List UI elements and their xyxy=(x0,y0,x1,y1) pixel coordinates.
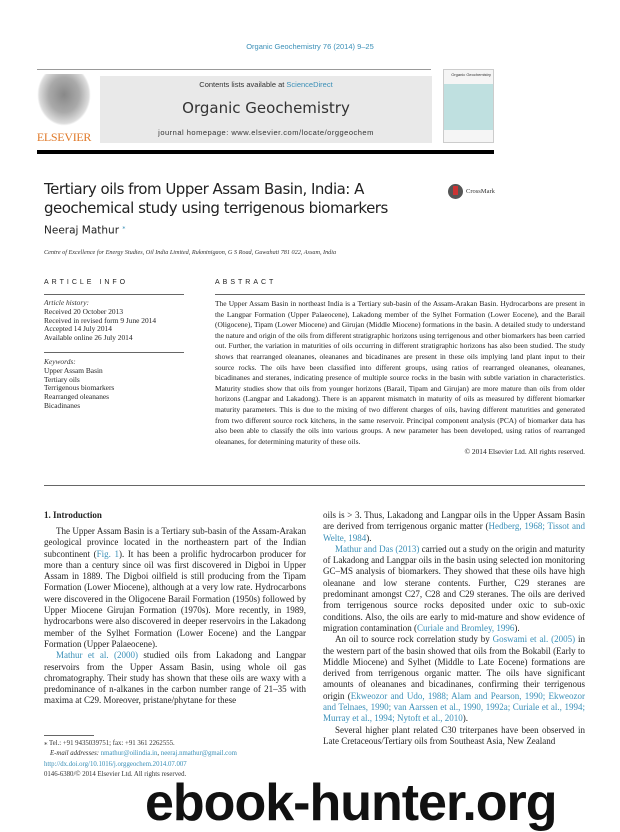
issn-copyright: 0146-6380/© 2014 Elsevier Ltd. All rights reserved. xyxy=(44,770,187,778)
header-rule xyxy=(37,150,494,154)
tree-icon xyxy=(37,74,91,126)
keyword: Tertiary oils xyxy=(44,374,80,384)
watermark: ebook-hunter.org xyxy=(145,774,557,832)
footnote-tel: ⁎ Tel.: +91 9435039751; fax: +91 361 2262555. xyxy=(44,740,175,747)
history-item: Received in revised form 9 June 2014 xyxy=(44,315,157,325)
keyword: Upper Assam Basin xyxy=(44,365,103,375)
elsevier-logo xyxy=(35,74,93,144)
paragraph: Mathur et al. (2000) studied oils from Lakadong and Langpar reservoirs from the Upper Assam Basin, using whole oil gas chromatography. Their study has shown that these oils are waxy with a predominance of n-alkanes in the carbon number range of 21–35 with maxima at C29. Moreover, pristane/phytane for these xyxy=(44,650,306,706)
journal-masthead xyxy=(100,76,432,143)
body-column-right xyxy=(323,510,585,747)
crossmark-icon xyxy=(448,184,463,199)
keywords-label: Keywords: xyxy=(44,356,76,366)
citation-link[interactable]: Goswami et al. (2005) xyxy=(492,634,576,645)
doi-link[interactable]: http://dx.doi.org/10.1016/j.orggeochem.2014.07.007 xyxy=(44,761,187,768)
journal-title: Organic Geochemistry xyxy=(182,99,350,117)
contents-text: Contents lists available at xyxy=(199,80,287,89)
keyword: Bicadinanes xyxy=(44,400,81,410)
footnote-rule xyxy=(44,735,94,736)
journal-homepage[interactable]: journal homepage: www.elsevier.com/locate/orggeochem xyxy=(158,128,374,137)
history-item: Available online 26 July 2014 xyxy=(44,333,133,343)
citation-link[interactable]: Mathur et al. (2000) xyxy=(56,650,138,661)
email-link[interactable]: neeraj.nmathur@gmail.com xyxy=(160,750,237,757)
sciencedirect-link[interactable]: ScienceDirect xyxy=(286,80,333,89)
citation-link[interactable]: Hedberg, 1968; Tissot and Welte, 1984 xyxy=(323,521,586,543)
running-header[interactable]: Organic Geochemistry 76 (2014) 9–25 xyxy=(246,42,374,51)
email-label: E-mail addresses: xyxy=(50,750,101,757)
keyword: Rearranged oleananes xyxy=(44,392,110,402)
history-label: Article history: xyxy=(44,298,89,307)
article-info-heading: ARTICLE INFO xyxy=(44,279,129,286)
journal-cover xyxy=(443,69,494,143)
abstract-text: The Upper Assam Basin in northeast India is a Tertiary sub-basin of the Assam-Arakan Basin. Hydrocarbons are present in the Langpar Formation (Upper Palaeocene), Lakadong member of the Sylhet Formation (Lower Eocene), and the Barail (Oligocene), Tipam (Lower Miocene) and Girujan (Middle Miocene) formations in the basin. A detailed study to understand the nature and origin of the oils from different stratigraphic horizons using terrigenous and other biomarkers has been carried out. Further, the variation in maturities of oils occurring in different stratigraphic horizons has also been studied. The study shows that rearranged oleananes, oleananes and bicadinanes are present in these oils implying land plant input to their source rocks. The oils have been classified into different groups, using ratios of rearranged oleananes, oleananes, bicadinanes and steranes, indicating presence of multiple source rocks in the basin with subtle variation in characteristics. Maturity studies show that oils from younger horizons (Barail, Tipam and Girujan) are more mature than oils from older horizons (Langpar and Lakadong). There is an apparent mismatch in maturity of oils as measured by different biomarker maturity parameters. This is due to the mixing of two different charges of oils, having different maturities and generated from two different source rock kitchens, in the same reservoir. Principal component analysis (PCA) of biomarker data has also been able to classify the oils into various groups. A new parameter has been developed, using ratios of rearranged oleananes, for determining maturity of these oils. xyxy=(215,299,585,446)
crossmark-button[interactable] xyxy=(448,184,495,199)
figure-link[interactable]: Fig. 1 xyxy=(96,548,119,559)
body-column-left xyxy=(44,526,306,707)
cover-title: Organic Geochemistry xyxy=(444,70,493,84)
corresponding-author-mark[interactable]: ⁎ xyxy=(122,224,126,231)
email-link[interactable]: nmathur@oilindia.in xyxy=(100,750,158,757)
paragraph: Mathur and Das (2013) carried out a study on the origin and maturity of Lakadong and Langpar oils in the basin using selected ion monitoring GC–MS analysis of biomarkers. They showed that these oils have high oleanane and low sterane contents. Further, C29 steranes are predominant amongst C27, C28 and C29 steranes. The oils are derived from terrigenous source rocks deposited under oxic to sub-oxic conditions. Also, the oils are early to mid-mature and show evidence of migration contamination (Curiale and Bromley, 1996). xyxy=(323,543,585,633)
publisher-logo-text: ELSEVIER xyxy=(36,130,92,144)
history-item: Received 20 October 2013 xyxy=(44,306,124,316)
divider xyxy=(215,294,585,295)
section-heading: 1. Introduction xyxy=(44,510,102,520)
divider xyxy=(44,294,184,295)
paragraph: oils is > 3. Thus, Lakadong and Langpar oils in the Upper Assam Basin are derived from terrigenous organic matter (Hedberg, 1968; Tissot and Welte, 1984). xyxy=(323,510,586,543)
affiliation: Centre of Excellence for Energy Studies, Oil India Limited, Rukminigaon, G S Road, Guwahati 781 022, Assam, India xyxy=(44,249,337,256)
citation-link[interactable]: Ekweozor and Udo, 1988; Alam and Pearson, 1990; Ekweozor and Telnaes, 1990; van Aarssen et al., 1990, 1992a; Curiale et al., 1994; Murray et al., 1994; Nytoft et al., 2010 xyxy=(323,690,585,724)
divider xyxy=(37,69,431,70)
keyword: Terrigenous biomarkers xyxy=(44,383,115,393)
author xyxy=(44,224,125,237)
author-name: Neeraj Mathur xyxy=(44,224,120,237)
citation-link[interactable]: Mathur and Das (2013) xyxy=(335,543,420,554)
abstract-heading: ABSTRACT xyxy=(215,279,277,286)
article-info xyxy=(44,299,184,411)
abstract xyxy=(215,299,585,458)
paragraph: An oil to source rock correlation study by Goswami et al. (2005) in the western part of the basin showed that oils from the Bokabil (Early to Middle Miocene) and Sylhet (Middle to Late Eocene) formations are derived from terrigenous organic matter. The oils have significant amounts of oleananes and bicadinanes, confirming their terrigenous origin (Ekweozor and Udo, 1988; Alam and Pearson, 1990; Ekweozor and Telnaes, 1990; van Aarssen et al., 1990, 1992a; Curiale et al., 1994; Murray et al., 1994; Nytoft et al., 2010). xyxy=(323,634,585,724)
crossmark-label: CrossMark xyxy=(466,188,495,195)
history-item: Accepted 14 July 2014 xyxy=(44,324,112,334)
citation-link[interactable]: Curiale and Bromley, 1996 xyxy=(416,622,515,633)
article-title: Tertiary oils from Upper Assam Basin, India: A geochemical study using terrigenous biomarkers xyxy=(44,180,388,217)
paragraph: The Upper Assam Basin is a Tertiary sub-basin of the Assam-Arakan geological province located in the northeastern part of the Indian subcontinent (Fig. 1). It has been a prolific hydrocarbon producer for more than a century since oil was first discovered in Digboi in Upper Assam in 1889. The Digboi oilfield is still producing from the Tipam Formation (Lower Miocene), although at a very low rate. Hydrocarbons were discovered in the Oligocene Barail Formation (1950s) followed by Upper Miocene Girujan Formation (1970s). More recently, in 1989, hydrocarbons were also discovered in deeper reservoirs in the Lakadong member of the Sylhet Formation (Lower Eocene) and the Langpar Formation (Upper Palaeocene). xyxy=(44,526,306,649)
paragraph: Several higher plant related C30 triterpanes have been observed in Late Cretaceous/Tertiary oils from Southeast Asia, New Zealand xyxy=(323,724,585,746)
footnote: ⁎ Tel.: +91 9435039751; fax: +91 361 2262555. E-mail addresses: nmathur@oilindia.in, neeraj.nmathur@gmail.com xyxy=(44,740,237,757)
divider xyxy=(44,485,585,486)
abstract-copyright: © 2014 Elsevier Ltd. All rights reserved. xyxy=(464,447,585,457)
